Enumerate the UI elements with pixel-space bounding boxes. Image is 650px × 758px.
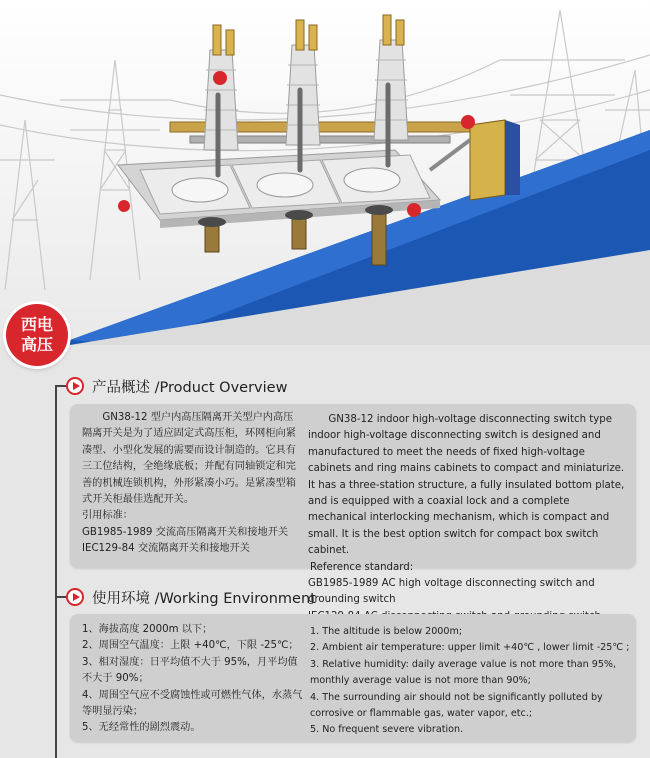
environment-en-item: 2. Ambient air temperature: upper limit +40℃ , lower limit -25℃ ; [310, 642, 630, 654]
overview-section-header [0, 375, 650, 399]
environment-cn-item: 4、周围空气应不受腐蚀性或可燃性气体，水蒸气等明显污染； [82, 689, 303, 718]
play-arrow-icon [66, 588, 84, 606]
environment-en-item: 1. The altitude is below 2000m; [310, 626, 463, 637]
environment-cn-item: 2、周围空气温度：上限 +40℃，下限 -25℃； [82, 640, 299, 652]
company-badge [6, 304, 68, 366]
environment-en-item: 5. No frequent severe vibration. [310, 724, 464, 736]
environment-section-header [0, 586, 650, 610]
environment-cn-item: 1、海拔高度 2000m 以下； [82, 624, 213, 635]
overview-en-paragraph: GN38-12 indoor high-voltage disconnecting switch type indoor high-voltage disconnecting switch is designed and manufactured to meet the needs of fixed high-voltage cabinets and ring mains cabinets to compact and miniaturize. It has a three-station structure, a fully insulated bottom plate, and is equipped with a coaxial lock and a complete mechanical interlocking mechanism, which is compact and small. It is the best option switch for compact box switch cabinet. [308, 414, 625, 557]
overview-cn-ref-1: GB1985-1989 交流高压隔离开关和接地开关 [82, 526, 289, 538]
overview-cn-ref-2: IEC129-84 交流隔离开关和接地开关 [82, 543, 250, 555]
overview-en-ref-label: Reference standard: [310, 561, 414, 573]
environment-cn-item: 3、相对湿度：日平均值不大于 95%，月平均值不大于 90%； [82, 656, 298, 685]
environment-panel [70, 614, 636, 742]
badge-line-1: 西电 [20, 315, 53, 334]
environment-title: 使用环境 /Working Environment [92, 591, 316, 607]
environment-bracket-line [55, 596, 71, 758]
environment-cn-list [82, 622, 304, 737]
environment-en-item: 3. Relative humidity: daily average value is not more than 95%, monthly average value is not more than 90%; [310, 658, 617, 687]
environment-en-list [310, 624, 630, 739]
badge-line-2: 高压 [20, 335, 53, 354]
hero-illustration [0, 0, 650, 345]
overview-bracket-line [55, 385, 71, 607]
play-arrow-icon [66, 377, 84, 395]
overview-cn-ref-label: 引用标准： [82, 510, 133, 522]
overview-cn-paragraph: GN38-12 型户内高压隔离开关型户内高压隔离开关是为了适应固定式高压柜，环网柜向紧凑型、小型化发展的需要而设计制造的。它具有三工位结构，全绝缘底板；并配有同轴锁定和完善的机械连锁机构，外形紧凑小巧。是紧凑型箱式开关柜最佳选配开关。 [82, 412, 296, 506]
overview-title: 产品概述 /Product Overview [92, 380, 288, 396]
environment-en-item: 4. The surrounding air should not be significantly polluted by corrosive or flammable gas, water vapor, etc.; [310, 691, 603, 720]
environment-cn-item: 5、无经常性的剧烈震动。 [82, 722, 201, 734]
overview-en-ref-1: GB1985-1989 AC high voltage disconnecting switch and grounding switch [308, 578, 595, 606]
overview-cn-column [82, 410, 302, 558]
hero-banner [0, 0, 650, 345]
